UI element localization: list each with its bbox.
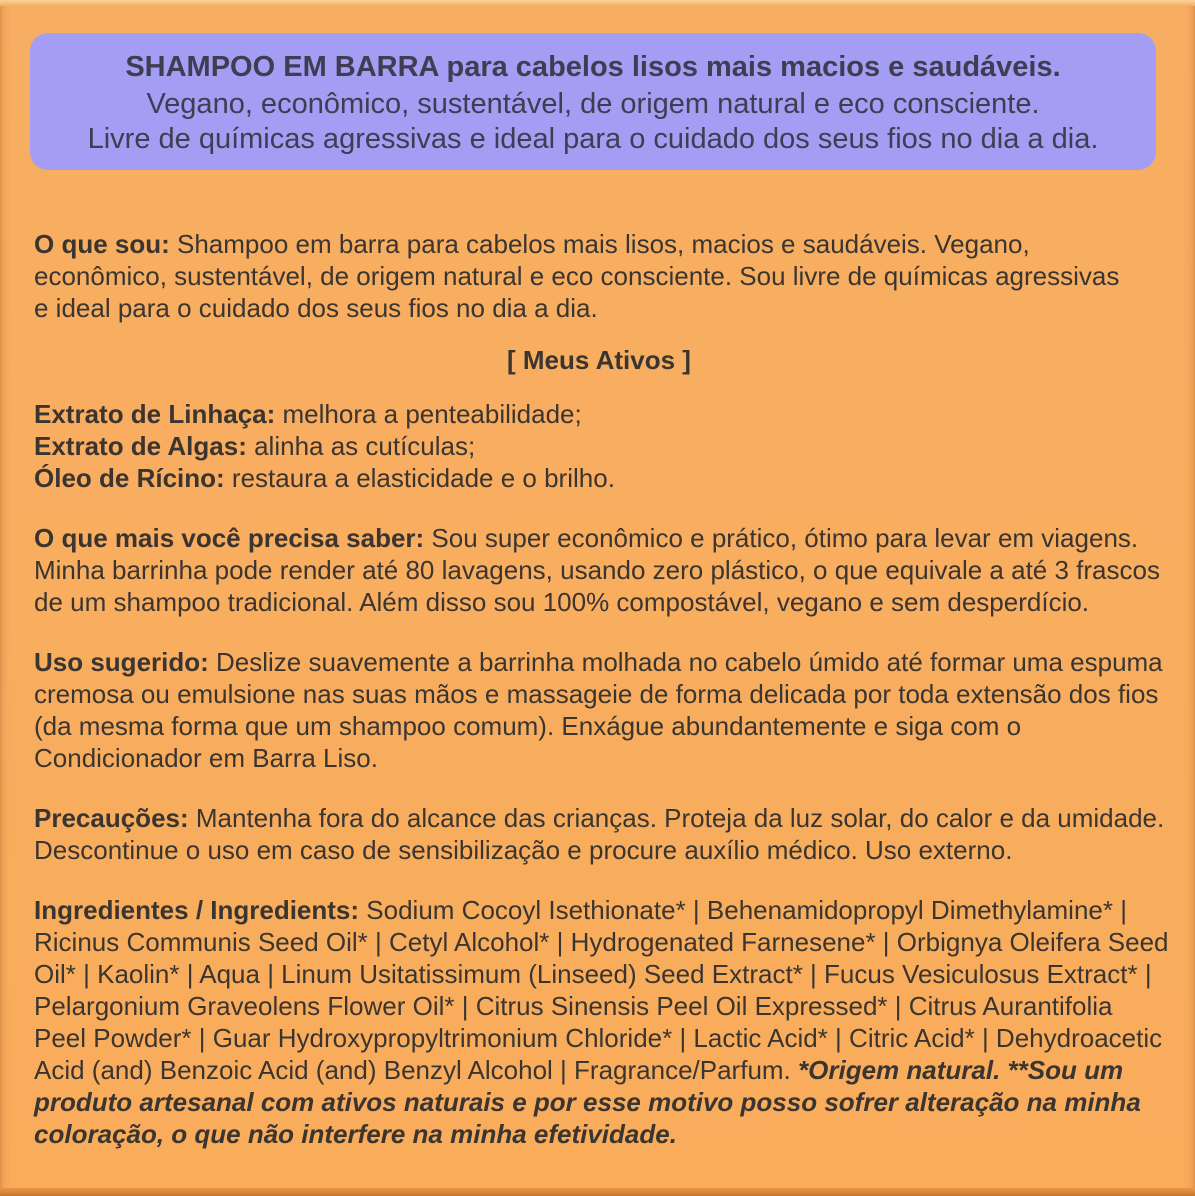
banner-title-bold: SHAMPOO EM BARRA [125,51,439,83]
active-item [34,462,1164,494]
active-item-label: Óleo de Rícino: [34,463,225,493]
about-section [34,228,1164,324]
bottom-edge [0,1188,1195,1196]
more-info-line-3: de um shampoo tradicional. Além disso sou 100% compostável, vegano e sem desperdício. [34,587,1090,617]
ingredients-line-3: Oil* | Kaolin* | Aqua | Linum Usitatissimum (Linseed) Seed Extract* | Fucus Vesiculosus Extract* | [34,959,1152,989]
active-item-text: alinha as cutículas; [246,431,476,461]
top-edge [0,0,1195,6]
ingredients-section [34,894,1169,1150]
artisanal-note-line-2: coloração, o que não interfere na minha efetividade. [34,1119,677,1149]
active-item-text: restaura a elasticidade e o brilho. [224,463,615,493]
ingredients-label: Ingredientes / Ingredients: [34,895,360,925]
about-line-3: e ideal para o cuidado dos seus fios no dia a dia. [34,293,598,323]
precautions-line-2: Descontinue o uso em caso de sensibilização e procure auxílio médico. Uso externo. [34,835,1013,865]
precautions-label: Precauções: [34,803,189,833]
active-item-label: Extrato de Algas: [34,431,247,461]
about-line-1: Shampoo em barra para cabelos mais lisos, macios e saudáveis. Vegano, [169,229,1030,259]
ingredients-line-1: Sodium Cocoyl Isethionate* | Behenamidopropyl Dimethylamine* | [359,895,1127,925]
label-content [34,228,1169,1150]
banner-title-rest: para cabelos lisos mais macios e saudáveis. [438,51,1061,83]
about-line-2: econômico, sustentável, de origem natural e eco consciente. Sou livre de químicas agressivas [34,261,1120,291]
artisanal-note-line-1: produto artesanal com ativos naturais e por esse motivo posso sofrer alteração na minha [34,1087,1141,1117]
active-item-text: melhora a penteabilidade; [275,399,582,429]
precautions-line-1: Mantenha fora do alcance das crianças. Proteja da luz solar, do calor e da umidade. [188,803,1165,833]
usage-line-4: Condicionador em Barra Liso. [34,743,378,773]
ingredients-line-6: Acid (and) Benzoic Acid (and) Benzyl Alcohol | Fragrance/Parfum. [34,1055,799,1085]
actives-heading: [ Meus Ativos ] [507,345,691,375]
usage-section [34,646,1164,774]
banner-title [30,49,1156,85]
more-info-line-1: Sou super econômico e prático, ótimo para levar em viagens. [424,523,1139,553]
ingredients-line-5: Peel Powder* | Guar Hydroxypropyltrimonium Chloride* | Lactic Acid* | Citric Acid* | Dehydroacetic [34,1023,1163,1053]
about-label: O que sou: [34,229,170,259]
more-info-section [34,522,1164,618]
more-info-label: O que mais você precisa saber: [34,523,425,553]
banner-line-2: Vegano, econômico, sustentável, de origem natural e eco consciente. [146,88,1040,120]
usage-line-3: (da mesma forma que um shampoo comum). Enxágue abundantemente e siga com o [34,711,1022,741]
active-item-label: Extrato de Linhaça: [34,399,276,429]
usage-line-1: Deslize suavemente a barrinha molhada no cabelo úmido até formar uma espuma [208,647,1163,677]
origin-note: *Origem natural. **Sou um [798,1055,1124,1085]
banner-line-3: Livre de químicas agressivas e ideal para o cuidado dos seus fios no dia a dia. [87,123,1099,155]
actives-list [34,398,1164,494]
product-banner [30,33,1156,170]
ingredients-line-4: Pelargonium Graveolens Flower Oil* | Citrus Sinensis Peel Oil Expressed* | Citrus Aurantifolia [34,991,1113,1021]
usage-line-2: cremosa ou emulsione nas suas mãos e massageie de forma delicada por toda extensão dos fios [34,679,1159,709]
active-item [34,398,1164,430]
more-info-line-2: Minha barrinha pode render até 80 lavagens, usando zero plástico, o que equivale a até 3 frascos [34,555,1160,585]
usage-label: Uso sugerido: [34,647,209,677]
ingredients-line-2: Ricinus Communis Seed Oil* | Cetyl Alcohol* | Hydrogenated Farnesene* | Orbignya Oleifera Seed [34,927,1169,957]
precautions-section [34,802,1164,866]
active-item [34,430,1164,462]
